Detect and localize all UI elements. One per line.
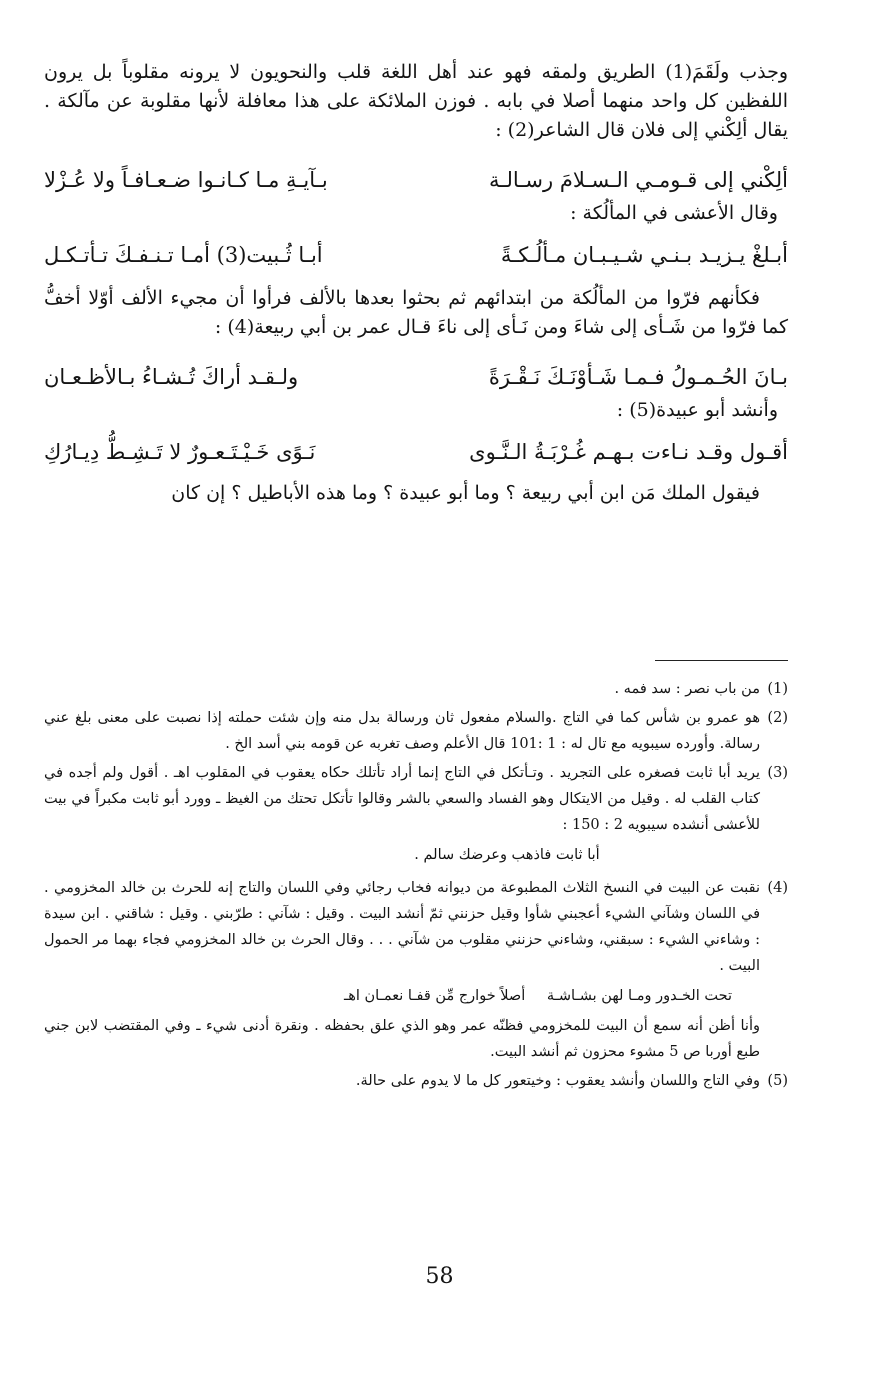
footnote [44, 1068, 788, 1094]
main-text [44, 58, 788, 508]
verse [44, 358, 788, 396]
footnote-text: وأنا أظن أنه سمع أن البيت للمخزومي فظنّه عمر وهو الذي علق بحفظه . ونقرة أدنى شيء ـ وفي المقتضب لابن جني طبع أوربا ص 5 مشوء محزون ثم أنشد البيت. [44, 1018, 760, 1060]
verse-first-hemistich: أقـول وقـد نـاءت بـهـم غُـرْبَـةُ الـنَّـوى [469, 440, 788, 464]
footnote-text: وفي التاج واللسان وأنشد يعقوب : وخيتعور كل ما لا يدوم على حالة. [355, 1073, 760, 1089]
footnote-verse [44, 983, 760, 1009]
verse-second-hemistich: ولـقـد أراكَ تُـشـاءُ بـالأظـعـان [44, 365, 299, 389]
footnote [44, 676, 788, 702]
verse [44, 161, 788, 199]
verse-first-hemistich: ألِكْني إلى قـومـي الـسـلامَ رسـالـة [489, 168, 788, 192]
verse-first-hemistich: أبـلغْ يـزيـد بـنـي شـيـبـان مـألُـكـةً [500, 243, 788, 267]
footnote-verse: أبا ثابت فاذهب وعرضك سالم . [414, 847, 600, 863]
verse-second-hemistich: أبـا ثُـبيت(3) أمـا تـنـفـكَ تـأتـكـل [44, 243, 323, 267]
verse-second-hemistich: أصلاً خوارج مِّن قفـا نعمـان اهـ [344, 988, 526, 1004]
footnote [44, 875, 788, 1065]
footnote-number: (3) [767, 765, 788, 781]
verse-intro: وقال الأعشى في المألُكة : [570, 202, 778, 224]
footnote-number: (1) [767, 681, 788, 697]
verse-second-hemistich: بـآيـةِ مـا كـانـوا ضـعـافـاً ولا عُـزْلا [44, 168, 328, 192]
verse [44, 236, 788, 274]
footnote-number: (4) [767, 880, 788, 896]
paragraph: فيقول الملك مَن ابن أبي ربيعة ؟ وما أبو عبيدة ؟ وما هذه الأباطيل ؟ إن كان [171, 482, 760, 504]
footnote-number: (5) [767, 1073, 788, 1089]
verse-second-hemistich: نَـوًى خَـيْـتَـعـورٌ لا تَـشِـطُّ دِيـارُكِ [44, 440, 316, 464]
verse-intro: وأنشد أبو عبيدة(5) : [616, 399, 778, 421]
footnote-text: هو عمرو بن شأس كما في التاج .والسلام مفعول ثان ورسالة بدل منه وإن شئت حملته إذا نصبت على معنى بلغ عني رسالة. وأورده سيبويه مع تال له : 1 :101 قال الأعلم وصف تغربه عن قومه بني أسد الخ . [44, 710, 760, 752]
paragraph: وجذب ولَقَمَ(1) الطريق ولمقه فهو عند أهل اللغة قلب والنحويون لا يرونه مقلوباً بل يرون اللفظين كل واحد منهما أصلا في بابه . فوزن الملائكة على هذا معافلة لأنها مقلوبة عن مآلكة . يقال ألِكْني إلى فلان قال الشاعر(2) : [44, 61, 788, 141]
paragraph: فكأنهم فرّوا من المألُكة من ابتدائهم ثم بحثوا بعدها بالألف فرأوا أن مجيء الألف أوّلا أخفُّ كما فرّوا من شَـأى إلى شاءَ ومن نَـأى إلى ناءَ قـال عمر بن أبي ربيعة(4) : [44, 287, 788, 338]
footnotes [44, 676, 788, 1094]
footnote-number: (2) [767, 710, 788, 726]
footnote-text: نقبت عن البيت في النسخ الثلاث المطبوعة من ديوانه فخاب رجائي وفي اللسان والتاج إنه للحرث بن خالد المخزومي . في اللسان وشآني الشيء أعجبني شأوا وقيل حزنني ثمّ أنشد البيت . وقيل : شآني : طرّبني . وقيل : شاقني . ابن سيدة : وشاءني الشيء : سبقني، وشاءني حزنني مقلوب من شآني . . . وقال الحرث بن خالد المخزومي فجاء بهما مر الحمول البيت . [44, 880, 760, 974]
verse-first-hemistich: تحت الخـدور ومـا لهن بشـاشـة [546, 988, 732, 1004]
verse-first-hemistich: بـانَ الحُـمـولُ فـمـا شَـأوْنَـكَ نَـقْـرَةً [488, 365, 788, 389]
footnote-divider [655, 660, 788, 661]
footnote-text: من باب نصر : سد فمه . [614, 681, 760, 697]
footnote [44, 760, 788, 872]
verse [44, 433, 788, 471]
footnote-text: يريد أبا ثابت فصغره على التجريد . وتـأتكل في التاج إنما أراد تأتلك حكاه يعقوب في المقلوب اهـ . أقول ولم أجده في كتاب القلب له . وقيل من الايتكال وهو الفساد والسعي بالشر وقالوا تأتكل تحتك من الغيظ ـ وورد أبو ثابت مكبراً في بيت للأعشى أنشده سيبويه 2 : 150 : [44, 765, 760, 833]
footnote [44, 705, 788, 757]
page-number: 58 [425, 1264, 454, 1289]
